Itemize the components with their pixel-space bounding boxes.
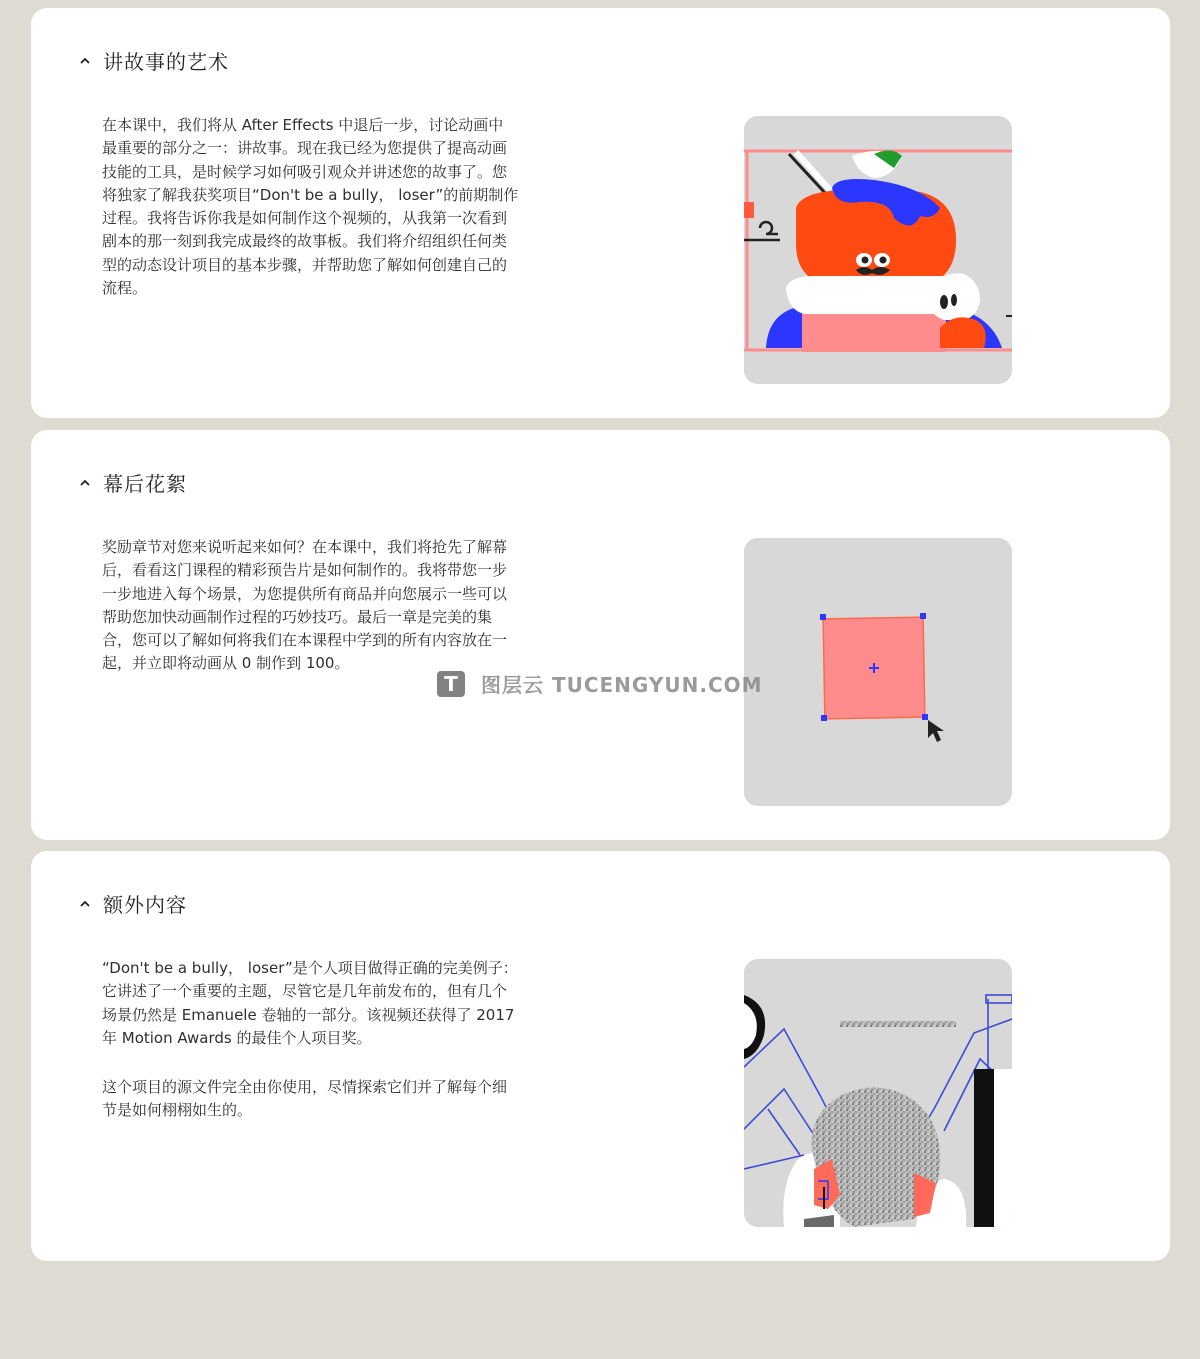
section-title: 幕后花絮 — [103, 472, 187, 496]
section-toggle-extras[interactable] — [79, 889, 187, 918]
section-title: 讲故事的艺术 — [103, 50, 229, 74]
section-card-extras — [31, 851, 1170, 1261]
section-description — [102, 114, 542, 300]
chevron-up-icon — [79, 55, 91, 67]
section-toggle-storytelling[interactable] — [79, 46, 229, 75]
description-paragraph: 奖励章节对您来说听起来如何？在本课中，我们将抢先了解幕 后，看看这门课程的精彩预告片是如何制作的。我将带您一步 一步地进入每个场景，为您提供所有商品并向您展示一些可以 帮助您加快动画制作过程的巧妙技巧。最后一章是完美的集 合，您可以了解如何将我们在本课程中学到的所有内容放在一 起，并立即将动画从 0 制作到 100。 — [102, 538, 508, 673]
section-description — [102, 536, 542, 676]
shape-transform-illustration — [744, 538, 1012, 806]
watermark-logo-icon: T — [437, 671, 465, 697]
description-paragraph: “Don't be a bully， loser”是个人项目做得正确的完美例子： 它讲述了一个重要的主题，尽管它是几年前发布的，但有几个 场景仍然是 Emanuele 卷轴的一部分。该视频还获得了 2017 年 Motion Awards 的最佳个人项目奖。 — [102, 959, 518, 1047]
section-toggle-behind-the-scenes[interactable] — [79, 468, 187, 497]
character-illustration — [744, 116, 1012, 384]
watermark-text: 图层云 TUCENGYUN.COM — [481, 673, 763, 697]
description-paragraph: 这个项目的源文件完全由你使用，尽情探索它们并了解每个细 节是如何栩栩如生的。 — [102, 1078, 508, 1120]
chevron-up-icon — [79, 477, 91, 489]
description-paragraph: 在本课中，我们将从 After Effects 中退后一步，讨论动画中 最重要的部分之一：讲故事。现在我已经为您提供了提高动画 技能的工具，是时候学习如何吸引观众并讲述您的故事了。您 将独家了解我获奖项目“Don't be a bully， loser”的前期制作 过程。我将告诉你我是如何制作这个视频的，从我第一次看到 剧本的那一刻到我完成最终的故事板。我们将介绍组织任何类 型的动态设计项目的基本步骤，并帮助您了解如何创建自己的 流程。 — [102, 116, 519, 298]
section-card-behind-the-scenes — [31, 430, 1170, 840]
textured-head-illustration — [744, 959, 1012, 1227]
section-description — [102, 957, 542, 1123]
section-title: 额外内容 — [103, 893, 187, 917]
section-card-storytelling — [31, 8, 1170, 418]
chevron-up-icon — [79, 898, 91, 910]
